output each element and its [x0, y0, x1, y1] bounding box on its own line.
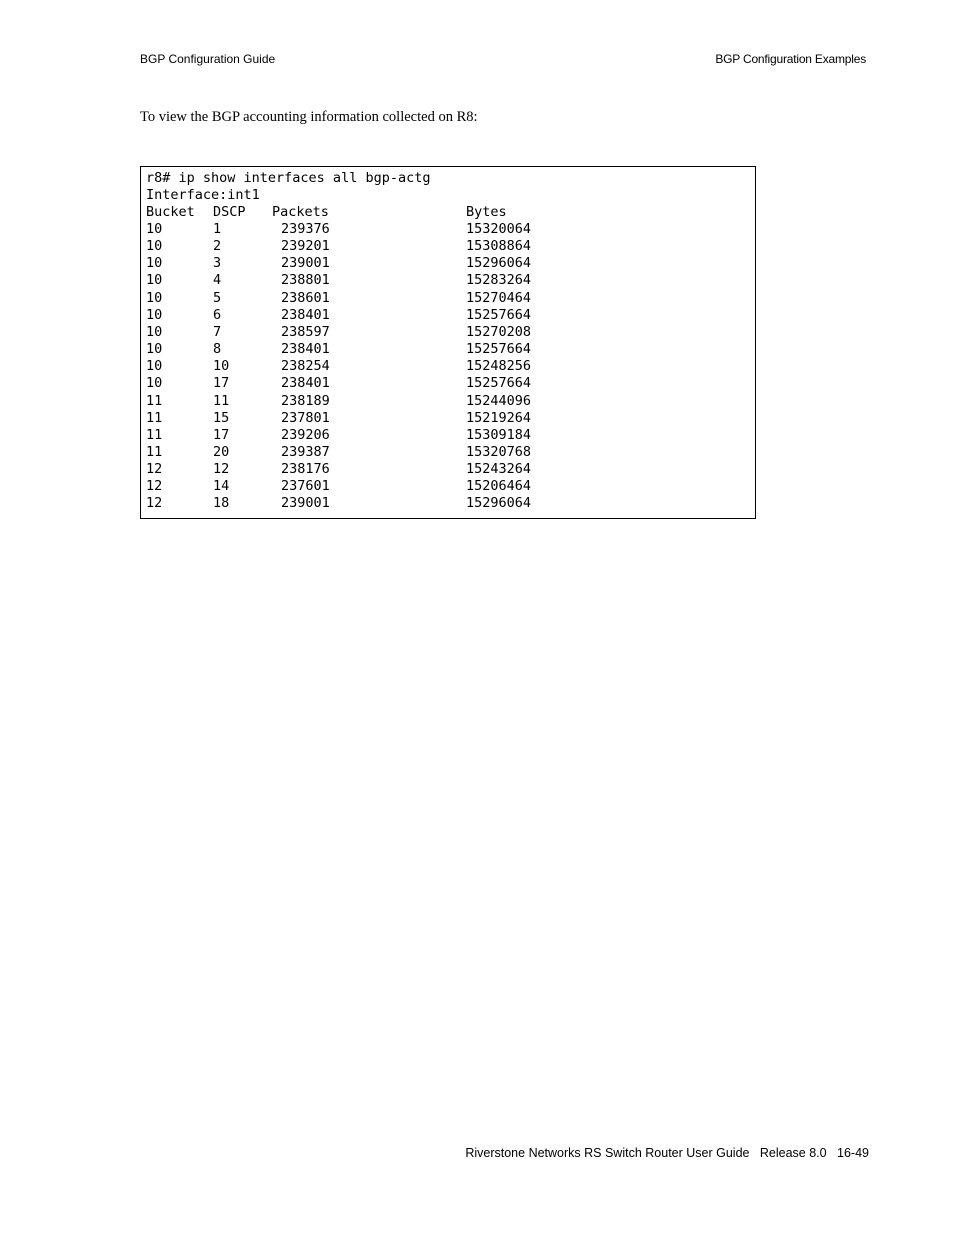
cell-packets: 238176 — [281, 461, 330, 478]
table-row — [0, 238, 954, 255]
code-column-header-row — [0, 204, 954, 221]
table-row — [0, 478, 954, 495]
table-row — [0, 341, 954, 358]
code-interface-line: Interface:int1 — [146, 187, 260, 203]
cell-dscp: 17 — [213, 375, 230, 392]
cell-bytes: 15308864 — [466, 238, 532, 255]
table-row — [0, 375, 954, 392]
cell-packets: 238401 — [281, 306, 330, 323]
cell-bucket: 10 — [146, 358, 163, 375]
cell-bytes: 15320064 — [466, 221, 532, 237]
cell-bucket: 10 — [146, 323, 163, 340]
table-row — [0, 444, 954, 461]
cell-bytes: 15296064 — [466, 255, 532, 272]
cell-packets: 239206 — [281, 426, 330, 443]
cell-bucket: 10 — [146, 238, 163, 255]
cell-packets: 237801 — [281, 409, 330, 426]
cell-bytes: 15257664 — [466, 341, 532, 358]
cell-bucket: 10 — [146, 306, 163, 323]
cell-dscp: 18 — [213, 495, 230, 512]
cell-dscp: 10 — [213, 358, 230, 375]
cell-packets: 238401 — [281, 375, 330, 392]
cell-bytes: 15309184 — [466, 426, 532, 443]
cell-dscp: 7 — [213, 323, 222, 340]
table-row — [0, 461, 954, 478]
cell-bucket: 12 — [146, 478, 163, 495]
column-header-packets: Packets — [272, 204, 329, 220]
table-row — [0, 221, 954, 238]
cell-bucket: 11 — [146, 426, 163, 443]
cell-bucket: 10 — [146, 272, 163, 289]
cell-bytes: 15244096 — [466, 392, 532, 409]
cell-dscp: 17 — [213, 426, 230, 443]
cell-dscp: 3 — [213, 255, 222, 272]
cell-dscp: 6 — [213, 306, 222, 323]
cell-bucket: 10 — [146, 289, 163, 306]
cell-bytes: 15283264 — [466, 272, 532, 289]
cell-dscp: 1 — [213, 221, 222, 237]
cell-bucket: 10 — [146, 375, 163, 392]
intro-paragraph: To view the BGP accounting information collected on R8: — [140, 109, 478, 125]
cell-packets: 237601 — [281, 478, 330, 495]
cell-packets: 238597 — [281, 323, 330, 340]
cell-bytes: 15270208 — [466, 323, 532, 340]
cell-bucket: 12 — [146, 461, 163, 478]
running-header-right: BGP Configuration Examples — [715, 52, 866, 66]
table-row — [0, 307, 954, 324]
cell-bucket: 10 — [146, 255, 163, 272]
cell-bytes: 15257664 — [466, 306, 532, 323]
cell-bucket: 12 — [146, 495, 163, 512]
column-header-bucket: Bucket — [146, 204, 195, 220]
cell-packets: 239376 — [281, 221, 330, 237]
cell-dscp: 4 — [213, 272, 222, 289]
cell-packets: 238254 — [281, 358, 330, 375]
cell-packets: 239001 — [281, 495, 330, 512]
column-header-bytes: Bytes — [466, 204, 507, 220]
table-row — [0, 290, 954, 307]
cell-bucket: 10 — [146, 341, 163, 358]
page-footer: Riverstone Networks RS Switch Router User Guide Release 8.0 16-49 — [465, 1146, 869, 1160]
cell-dscp: 20 — [213, 443, 230, 460]
cell-dscp: 5 — [213, 289, 222, 306]
cell-packets: 238801 — [281, 272, 330, 289]
table-row — [0, 358, 954, 375]
cell-dscp: 11 — [213, 392, 230, 409]
code-command-line: r8# ip show interfaces all bgp-actg — [146, 170, 431, 186]
cell-dscp: 12 — [213, 461, 230, 478]
cell-bytes: 15296064 — [466, 495, 532, 512]
cell-dscp: 2 — [213, 238, 222, 255]
cell-packets: 239201 — [281, 238, 330, 255]
cell-bucket: 11 — [146, 443, 163, 460]
cell-bucket: 11 — [146, 392, 163, 409]
cell-dscp: 14 — [213, 478, 230, 495]
table-row — [0, 427, 954, 444]
cell-bytes: 15257664 — [466, 375, 532, 392]
cell-bucket: 10 — [146, 221, 163, 237]
table-row — [0, 324, 954, 341]
cell-bucket: 11 — [146, 409, 163, 426]
table-row — [0, 393, 954, 410]
running-header-left: BGP Configuration Guide — [140, 52, 276, 66]
cell-packets: 238601 — [281, 289, 330, 306]
cell-bytes: 15248256 — [466, 358, 532, 375]
cell-packets: 239001 — [281, 255, 330, 272]
cell-packets: 238401 — [281, 341, 330, 358]
column-header-dscp: DSCP — [213, 204, 246, 220]
table-row — [0, 495, 954, 512]
cell-dscp: 8 — [213, 341, 222, 358]
cell-bytes: 15219264 — [466, 409, 532, 426]
cell-bytes: 15206464 — [466, 478, 532, 495]
table-row — [0, 272, 954, 289]
cell-bytes: 15270464 — [466, 289, 532, 306]
table-row — [0, 410, 954, 427]
cell-bytes: 15243264 — [466, 461, 532, 478]
cell-bytes: 15320768 — [466, 443, 532, 460]
cell-packets: 238189 — [281, 392, 330, 409]
cell-packets: 239387 — [281, 443, 330, 460]
table-row — [0, 255, 954, 272]
cell-dscp: 15 — [213, 409, 230, 426]
